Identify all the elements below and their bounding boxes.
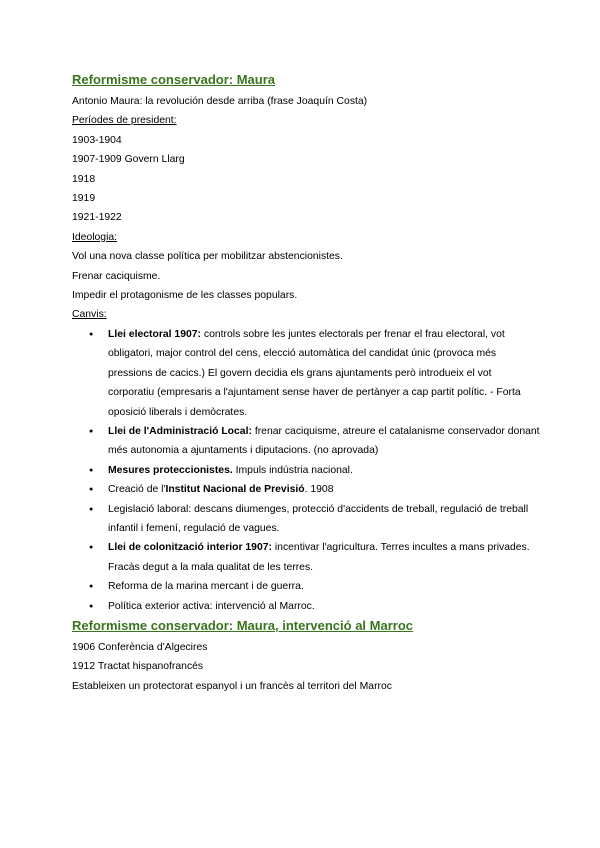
change-prefix: Creació de l' (108, 484, 166, 496)
periods-label: Períodes de president: (72, 115, 177, 127)
period-item: 1903-1904 (72, 134, 122, 146)
change-text: Política exterior activa: intervenció al Marroc. (108, 600, 315, 612)
period-item: 1918 (72, 173, 96, 185)
change-title: Mesures proteccionistes. (108, 464, 233, 476)
change-item-institut-previsio (108, 480, 540, 499)
change-title: Institut Nacional de Previsió (165, 484, 305, 496)
change-item-colonization-law (108, 538, 540, 577)
change-text: Legislació laboral: descans diumenges, protecció d'accidents de treball, regulació de treball infantil i femení, regulació de vagues. (108, 503, 529, 534)
changes-list (72, 325, 540, 616)
change-title: Llei de l'Administració Local: (108, 425, 252, 437)
morocco-line: Estableixen un protectorat espanyol i un francès al territori del Marroc (72, 680, 392, 692)
change-text: Impuls indústria nacional. (232, 464, 353, 476)
change-item-navy-reform (108, 577, 540, 596)
ideology-item: Frenar caciquisme. (72, 270, 161, 282)
change-text: Reforma de la marina mercant i de guerra. (108, 581, 304, 593)
changes-label: Canvis: (72, 309, 107, 321)
ideology-item: Impedir el protagonisme de les classes populars. (72, 290, 298, 302)
section2-heading: Reformisme conservador: Maura, intervenció al Marroc (72, 617, 414, 633)
change-text: . 1908 (304, 484, 334, 496)
morocco-line: 1906 Conferència d'Algecires (72, 641, 208, 653)
period-item: 1907-1909 Govern Llarg (72, 154, 185, 166)
intro-line: Antonio Maura: la revolución desde arriba (frase Joaquín Costa) (72, 96, 368, 107)
period-item: 1919 (72, 193, 96, 205)
period-item: 1921-1922 (72, 212, 122, 224)
ideology-label: Ideologia: (72, 231, 118, 243)
change-item-electoral-law (108, 325, 540, 422)
ideology-item: Vol una nova classe política per mobilitzar abstencionistes. (72, 251, 343, 263)
change-item-protectionism (108, 461, 540, 480)
change-text: incentivar l'agricultura. Terres incultes a mans privades. Fracàs degut a la mala qualitat de les terres. (108, 542, 530, 573)
change-title: Llei electoral 1907: (108, 328, 201, 340)
change-text: controls sobre les juntes electorals per frenar el frau electoral, vot obligatori, major control del cens, elecció automàtica del candidat únic (provoca més pressions de cacics.) El govern decidia els grans ajuntaments però introdueix el vot corporatiu (empresaris a l'ajuntament sense haver de pertànyer a cap partit polític. - Forta oposició liberals i demòcrates. (108, 328, 521, 418)
change-title: Llei de colonització interior 1907: (108, 542, 272, 554)
change-text: frenar caciquisme, atreure el catalanisme conservador donant més autonomia a ajuntaments i diputacions. (no aprovada) (108, 425, 540, 457)
change-item-labour-law (108, 500, 540, 539)
morocco-line: 1912 Tractat hispanofrancés (72, 661, 204, 673)
change-item-local-admin-law (108, 422, 540, 461)
section1-heading: Reformisme conservador: Maura (72, 72, 276, 87)
change-item-foreign-policy (108, 597, 540, 616)
